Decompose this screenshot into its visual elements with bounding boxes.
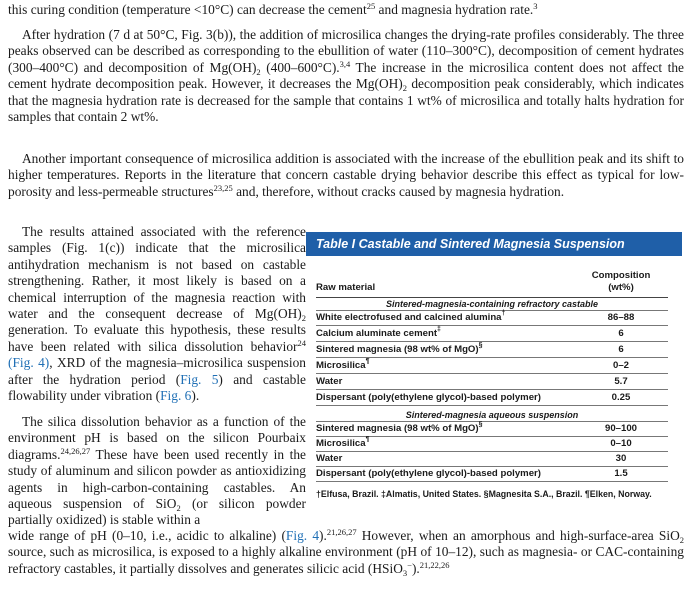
row-value: 0–2 <box>612 360 629 371</box>
row-value: 1.5 <box>614 468 628 479</box>
table-header-row <box>316 268 668 294</box>
row-label: Microsilica¶ <box>316 358 370 371</box>
row-value: 6 <box>618 328 624 339</box>
row-label: Calcium aluminate cement‡ <box>316 326 441 339</box>
row-label: Sintered magnesia (98 wt% of MgO)§ <box>316 421 483 434</box>
row-label: White electrofused and calcined alumina† <box>316 310 506 323</box>
row-label: Sintered magnesia (98 wt% of MgO)§ <box>316 342 483 355</box>
row-value: 6 <box>618 344 624 355</box>
col-composition: Composition <box>591 270 651 281</box>
row-value: 90–100 <box>604 423 637 434</box>
row-label: Water <box>316 453 343 464</box>
table-rule <box>316 389 668 390</box>
row-value: 0.25 <box>611 392 631 403</box>
row-value: 30 <box>615 453 627 464</box>
table-rule <box>316 325 668 326</box>
table-rule <box>316 341 668 342</box>
table-rule <box>316 466 668 467</box>
table-section-1: Sintered-magnesia-containing refractory castable <box>385 299 599 309</box>
table-rule <box>316 297 668 298</box>
table-section-2: Sintered-magnesia aqueous suspension <box>405 410 579 420</box>
paragraph-3: Another important consequence of microsilica addition is associated with the increase of the ebullition peak and its shift to higher temperatures. Reports in the literature that concern castable drying behavior describe this effect as typical for low-porosity and less-permeable structures$^{23,25}$ and, therefore, without cracks caused by magnesia hydration. <box>8 151 684 199</box>
row-label: Dispersant (poly(ethylene glycol)-based polymer) <box>316 392 541 403</box>
table-title: Table I Castable and Sintered Magnesia Suspension Composition <box>306 232 682 256</box>
paragraph-1: this curing condition (temperature <10°C) can decrease the cement$^{25}$ and magnesia hydration rate.$^3$ <box>8 1 538 17</box>
fig6-link[interactable]: Fig. 6 <box>160 388 192 404</box>
row-label: Microsilica¶ <box>316 436 370 449</box>
row-label: Water <box>316 376 343 387</box>
fig4-link[interactable]: (Fig. 4) <box>8 355 50 371</box>
fig4-link-2[interactable]: Fig. 4 <box>285 528 320 543</box>
row-label: Dispersant (poly(ethylene glycol)-based polymer) <box>316 468 541 479</box>
col-raw-material: Raw material <box>316 282 376 293</box>
col-unit: (wt%) <box>608 282 634 293</box>
fig5-link[interactable]: Fig. 5 <box>180 371 219 387</box>
composition-table: Table I Castable and Sintered Magnesia Suspension Composition Raw material Composition (wt%) Sintered-magnesia-containing refractory castable White electrofused and calcined alumina† 86–88 Calcium aluminate cement‡ 6 Sintered magnesia (98 wt% of MgO)§ 6 Microsilica¶ 0–2 Water 5.7 Dispersant (poly(ethylene glycol)-based polymer) 0.25 Sintered-magnesia aqueous suspension Sintered magnesia (98 wt% of MgO)§ 90–100 Microsilica¶ 0–10 Water 30 Dispersant (poly(ethylene glycol)-based polymer) 1.5 †Elfusa, Brazil. ‡Almatis, United States. §Magnesita S.A., Brazil. ¶Elken, Norway. <box>306 232 682 510</box>
paragraph-4: The results attained associated with the reference samples (Fig. 1(c)) indicate that the microsilica antihydration mechanism is not based on castable strengthening. Rather, it most likely is based on a chemical interruption of the magnesia reaction with water and the consequent decrease of $Mg(OH)_2$ generation. To evaluate this hypothesis, these results have been related with silica dissolution behavior$^{24}$ (Fig. 4), XRD of the magnesia–microsilica suspension after the hydration period (Fig. 5) and castable flowability under vibration (Fig. 6). <box>8 224 306 404</box>
table-rule <box>316 421 668 422</box>
row-value: 5.7 <box>614 376 628 387</box>
row-value: 86–88 <box>607 312 635 323</box>
paragraph-6: wide range of pH (0–10, i.e., acidic to alkaline) (Fig. 4).$^{21,26,27}$ However, when an amorphous and high-surface-area SiO$_2$ source, such as microsilica, is exposed to a highly alkaline environment (pH of 10–12), such as magnesia- or CAC-containing refractory castables, it partially dissolves and generates silicic acid (HSiO$_3$−).$^{21,22,26}$ <box>8 527 684 578</box>
table-rule <box>316 405 668 406</box>
table-rule <box>316 451 668 452</box>
paragraph-5: The silica dissolution behavior as a function of the environment pH is based on the silicon Pourbaix diagrams.$^{24,26,27}$ These have been used recently in the study of aluminum and silicon powder as antioxidizing agents in high-carbon-containing castables. An aqueous suspension of SiO$_2$ (or silicon powder partially oxidized) is stable within a <box>8 414 306 528</box>
paragraph-2: After hydration (7 d at 50°C, Fig. 3(b)), the addition of microsilica changes the drying-rate profiles considerably. The three peaks observed can be described as corresponding to the ebullition of water (110–300°C), decomposition of cement hydrates (300–400°C) and decomposition of $Mg(OH)_2$ (400–600°C).$^{3,4}$ The increase in the microsilica content does not affect the cement hydrate decomposition peak. However, it decreases the $Mg(OH)_2$ decomposition peak considerably, which indicates that the magnesia hydration rate is decreased for the sample that contains 1 wt% of microsilica and totally halts hydration for samples that contain 2 wt%. <box>8 27 684 125</box>
table-rule <box>316 373 668 374</box>
table-rule <box>316 310 668 311</box>
row-value: 0–10 <box>610 438 632 449</box>
table-rule <box>316 481 668 482</box>
